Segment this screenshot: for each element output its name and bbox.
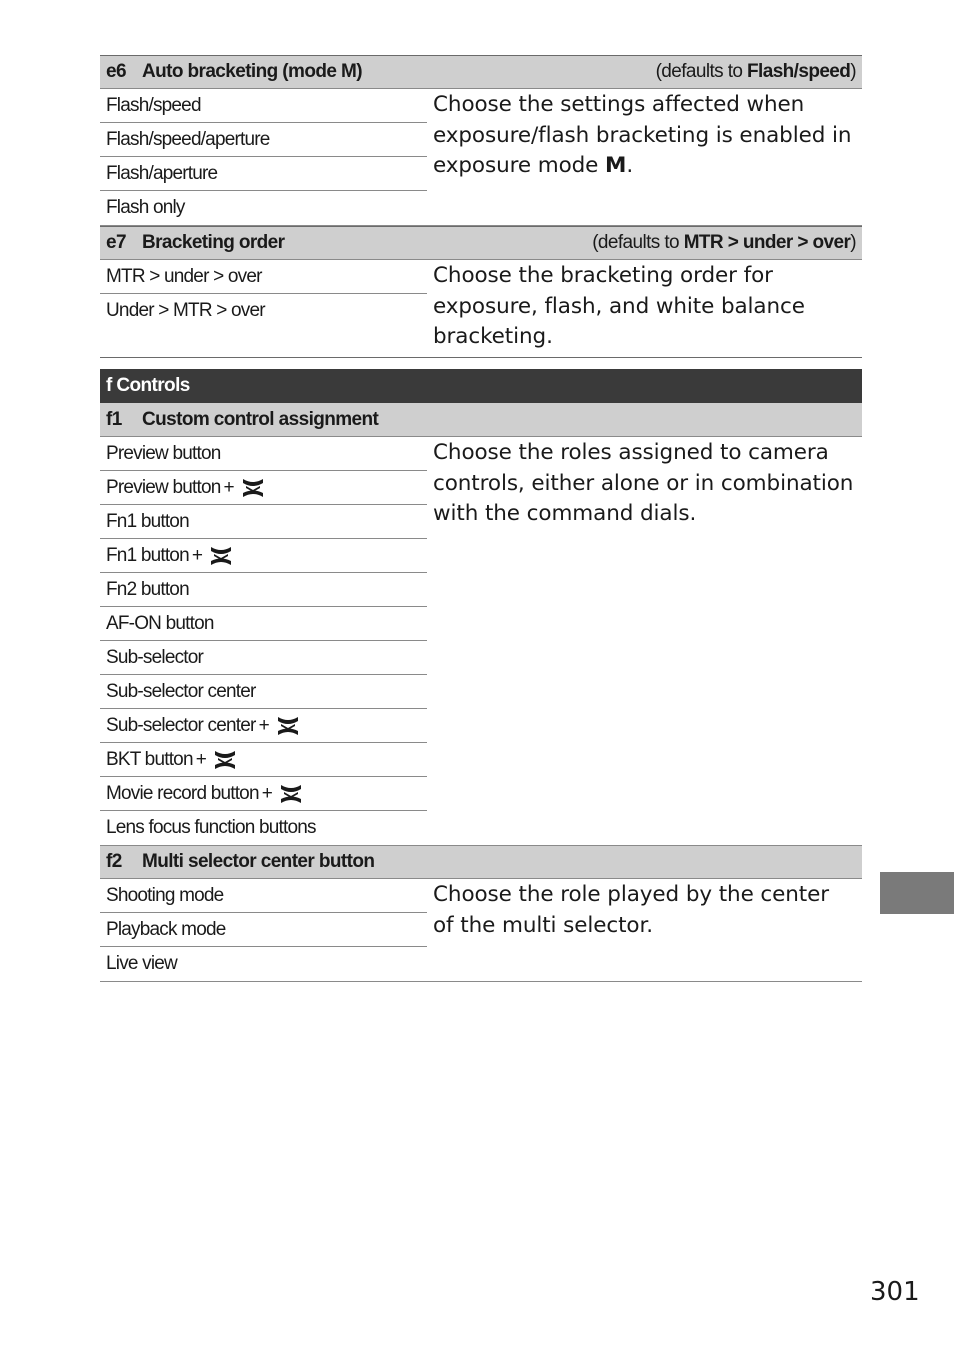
- e7-option: Under > MTR > over: [106, 300, 265, 321]
- e6-code: e6: [106, 61, 126, 82]
- e6-option: Flash only: [106, 197, 185, 218]
- f1-option-label: Sub-selector center: [106, 680, 256, 702]
- e6-header: [100, 55, 862, 89]
- f1-options: [100, 437, 427, 845]
- f-controls-block: [100, 369, 862, 982]
- f1-option-label: Fn2 button: [106, 578, 189, 600]
- f2-header: [100, 845, 862, 879]
- f2-description: Choose the role played by the center of the multi selector.: [433, 882, 830, 938]
- f1-header: [100, 403, 862, 437]
- e6-block: [100, 55, 862, 226]
- f1-code: f1: [106, 408, 122, 430]
- f1-option-label: AF-ON button: [106, 612, 214, 634]
- f1-option-label: Sub-selector: [106, 646, 204, 668]
- f2-option: Shooting mode: [100, 879, 427, 913]
- f2-option: Playback mode: [100, 913, 427, 947]
- f1-option: [100, 709, 427, 743]
- e6-title: Auto bracketing (mode M): [142, 61, 362, 82]
- command-dials-icon: [279, 783, 303, 805]
- f1-option: [100, 539, 427, 573]
- e7-default: (defaults to MTR > under > over): [592, 232, 856, 253]
- f1-option: [100, 641, 427, 675]
- f1-option: [100, 675, 427, 709]
- f1-option: [100, 743, 427, 777]
- command-dials-icon: [276, 715, 300, 737]
- e6-description: Choose the settings affected when exposure/flash bracketing is enabled in exposure mode M.: [433, 92, 852, 178]
- e7-title: Bracketing order: [142, 232, 285, 253]
- f1-option-label: Sub-selector center: [106, 714, 256, 736]
- f1-option-label: Preview button: [106, 476, 221, 498]
- command-dials-icon: [241, 477, 265, 499]
- e6-option: Flash/speed/aperture: [100, 123, 427, 157]
- e6-option: Flash/aperture: [100, 157, 427, 191]
- plus-sign: +: [195, 748, 207, 770]
- f1-option-label: Lens focus function buttons: [106, 817, 316, 838]
- plus-sign: +: [223, 476, 234, 498]
- f1-option: [100, 437, 427, 471]
- chapter-tab: [880, 872, 954, 914]
- page-number: 301: [870, 1277, 920, 1307]
- f1-option-label: Fn1 button: [106, 544, 189, 566]
- e6-option: Flash/speed: [100, 89, 427, 123]
- f1-option: [100, 471, 427, 505]
- plus-sign: +: [258, 714, 269, 736]
- e7-option: MTR > under > over: [100, 260, 427, 294]
- f1-option-label: BKT button: [106, 748, 193, 770]
- command-dials-icon: [209, 545, 233, 567]
- f1-option-label: Preview button: [106, 442, 221, 464]
- f1-title: Custom control assignment: [142, 408, 379, 430]
- command-dials-icon: [213, 749, 237, 771]
- f1-option: [100, 607, 427, 641]
- plus-sign: +: [261, 782, 273, 804]
- f2-option: Live view: [106, 953, 177, 974]
- f1-description: Choose the roles assigned to camera controls, either alone or in combination with the command dials.: [433, 440, 854, 526]
- plus-sign: +: [191, 544, 203, 566]
- e7-header: [100, 226, 862, 260]
- e6-default: (defaults to Flash/speed): [655, 61, 856, 82]
- section-title: f Controls: [100, 369, 862, 403]
- f1-option-label: Fn1 button: [106, 510, 189, 532]
- f2-title: Multi selector center button: [142, 851, 375, 872]
- e7-code: e7: [106, 232, 126, 253]
- f1-option-label: Movie record button: [106, 782, 259, 804]
- f1-option: [100, 505, 427, 539]
- e7-block: [100, 226, 862, 358]
- e7-description: Choose the bracketing order for exposure, flash, and white balance bracketing.: [433, 263, 805, 349]
- f1-option: [100, 777, 427, 811]
- f1-option: [100, 811, 427, 845]
- f1-option: [100, 573, 427, 607]
- f2-code: f2: [106, 851, 122, 872]
